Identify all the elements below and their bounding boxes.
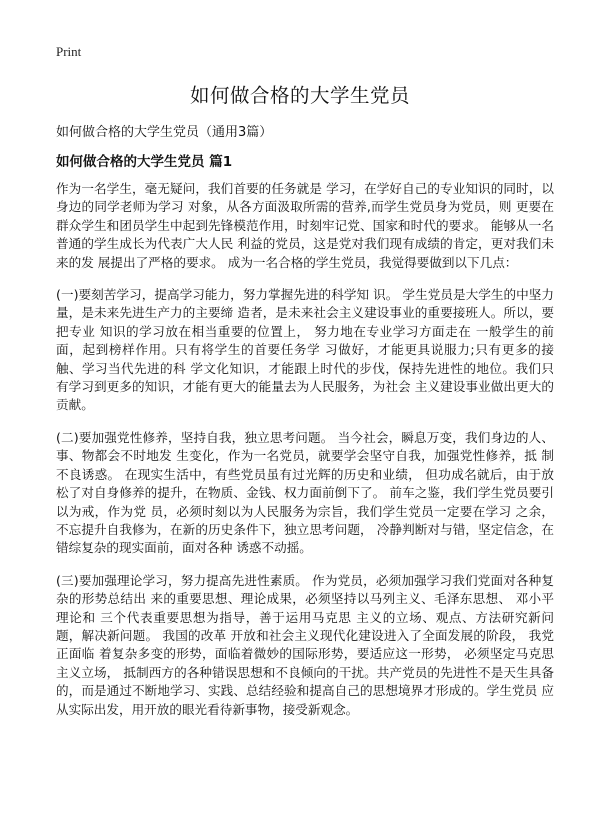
paragraph-point-1: (一)要刻苦学习，提高学习能力，努力掌握先进的科学知 识。 学生党员是大学生的中坚力量，是未来先进生产力的主要缔 造者，是未来社会主义建设事业的重要接班人。所以，要把专业 知识的学习放在相当重要的位置上， 努力地在专业学习方面走在 一般学生的前面，起到榜样作用。只有将学生的首要任务学 习做好，才能更具说服力;只有更多的接触、学习当代先进的科 学文化知识，才能跟上时代的步伐，保持先进性的地位。我们只 有学习到更多的知识，才能有更大的能量去为人民服务，为社会 主义建设事业做出更大的贡献。 [56, 287, 554, 413]
print-link[interactable]: Print [56, 44, 82, 59]
paragraph-point-2: (二)要加强党性修养，坚持自我，独立思考问题。 当今社会，瞬息万变，我们身边的人、事、物都会不时地发 生变化，作为一名党员，就要学会坚守自我，加强党性修养，抵 制不良诱惑。 在现实生活中，有些党员虽有过光辉的历史和业绩， 但功成名就后，由于放松了对自身修养的提升，在物质、金钱、权力面前倒下了。 前车之鉴，我们学生党员要引以为戒，作为党 员，必须时刻以为人民服务为宗旨，我们学生党员一定要在学习 之余，不忘提升自我修为，在新的历史条件下，独立思考问题， 冷静判断对与错，坚定信念，在错综复杂的现实面前，面对各种 诱惑不动摇。 [56, 429, 554, 556]
section-heading: 如何做合格的大学生党员 篇1 [56, 154, 233, 170]
paragraph-intro: 作为一名学生，毫无疑问，我们首要的任务就是 学习，在学好自己的专业知识的同时，以身边的同学老师为学习 对象，从各方面汲取所需的营养,而学生党员身为党员，则 更要在群众学生和团员学生中起到先锋模范作用，时刻牢记党、国家和时代的要求。 能够从一名普通的学生成长为代表广大人民 利益的党员，这是党对我们现有成绩的肯定，更对我们未来的发 展提出了严格的要求。 成为一名合格的学生党员，我觉得要做到以下几点： [56, 181, 554, 270]
page-title: 如何做合格的大学生党员 [189, 84, 410, 107]
paragraph-point-3: (三)要加强理论学习，努力提高先进性素质。 作为党员，必须加强学习我们党面对各种复杂的形势总结出 来的重要思想、理论成果，必须坚持以马列主义、毛泽东思想、 邓小平理论和 三个代表重要思想为指导，善于运用马克思 主义的立场、观点、方法研究新问题，解决新问题。 我国的改革 开放和社会主义现代化建设进入了全面发展的阶段， 我党正面临 着复杂多变的形势，面临着微妙的国际形势，要适应这一形势， 必须坚定马克思主义立场， 抵制西方的各种错误思想和不良倾向的干扰。共产党员的先进性不是天生具备的，而是通过不断地学习、实践、总结经验和提高自己的思想境界才形成的。学生党员 应从实际出发，用开放的眼光看待新事物，接受新观念。 [56, 572, 554, 717]
article-body [56, 180, 554, 733]
document-subtitle: 如何做合格的大学生党员（通用3篇） [56, 125, 273, 140]
